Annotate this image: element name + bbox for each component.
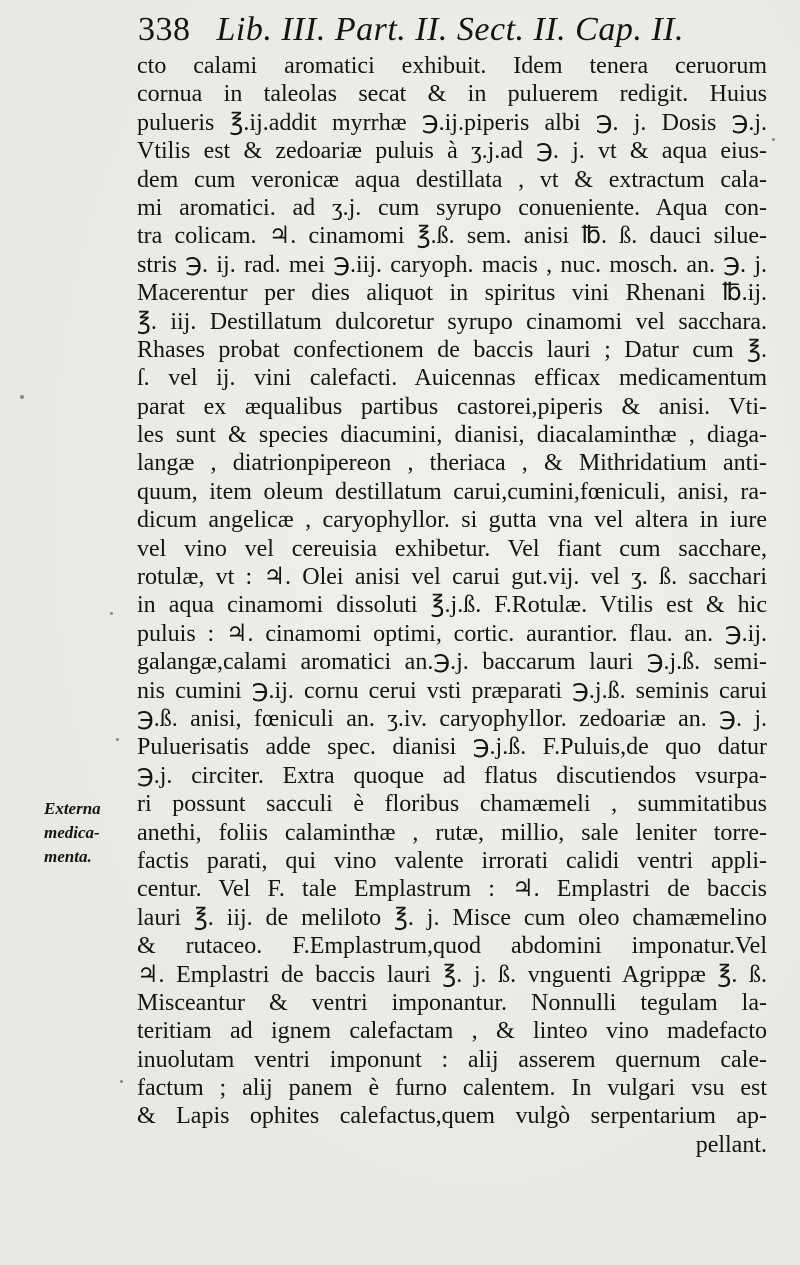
- text-line: factis parati, qui vino valente irrorati calidi ventri appli-: [137, 847, 767, 874]
- text-line: rotulæ, vt : ♃. Olei anisi vel carui gut.vij. vel ʒ. ß. sacchari: [137, 564, 767, 591]
- text-line: pulueris ℥.ij.addit myrrhæ ℈.ij.piperis albi ℈. j. Dosis ℈.j.: [137, 109, 767, 136]
- text-line: inuolutam ventri imponunt : alij asserem quernum cale-: [137, 1046, 767, 1073]
- text-line: lauri ℥. iij. de meliloto ℥. j. Misce cum oleo chamæmelino: [137, 904, 767, 931]
- text-line: ℥. iij. Destillatum dulcoretur syrupo cinamomi vel sacchara.: [137, 308, 767, 335]
- text-line: Macerentur per dies aliquot in spiritus vini Rhenani ℔.ij.: [137, 280, 767, 307]
- paper-speck: [20, 395, 24, 399]
- text-line: & rutaceo. F.Emplastrum,quod abdomini imponatur.Vel: [137, 933, 767, 960]
- text-line: teritiam ad ignem calefactam , & linteo vino madefacto: [137, 1018, 767, 1045]
- text-line: & Lapis ophites calefactus,quem vulgò serpentarium ap-: [137, 1103, 767, 1130]
- text-line: in aqua cinamomi dissoluti ℥.j.ß. F.Rotulæ. Vtilis est & hic: [137, 592, 767, 619]
- paper-speck: [772, 138, 775, 141]
- text-line: vel vino vel cereuisia exhibetur. Vel fiant cum sacchare,: [137, 535, 767, 562]
- text-line: ℈.ß. anisi, fœniculi an. ʒ.iv. caryophyllor. zedoariæ an. ℈. j.: [137, 705, 767, 732]
- text-line: Puluerisatis adde spec. dianisi ℈.j.ß. F.Puluis,de quo datur: [137, 734, 767, 761]
- text-line: nis cumini ℈.ij. cornu cerui vsti præparati ℈.j.ß. seminis carui: [137, 677, 767, 704]
- text-line: cto calami aromatici exhibuit. Idem tenera ceruorum: [137, 53, 767, 79]
- paper-speck: [120, 1080, 123, 1083]
- text-line: centur. Vel F. tale Emplastrum : ♃. Emplastri de baccis: [137, 876, 767, 903]
- text-line-last: pellant.: [695, 1131, 767, 1158]
- text-line: stris ℈. ij. rad. mei ℈.iij. caryoph. macis , nuc. mosch. an. ℈. j.: [137, 251, 767, 278]
- text-line: quum, item oleum destillatum carui,cumini,fœniculi, anisi, ra-: [137, 478, 767, 505]
- text-line: galangæ,calami aromatici an.℈.j. baccarum lauri ℈.j.ß. semi-: [137, 649, 767, 676]
- text-line: tra colicam. ♃. cinamomi ℥.ß. sem. anisi ℔. ß. dauci silue-: [137, 223, 767, 250]
- text-line: Vtilis est & zedoariæ puluis à ʒ.j.ad ℈. j. vt & aqua eius-: [137, 138, 767, 165]
- text-line: parat ex æqualibus partibus castorei,piperis & anisi. Vti-: [137, 393, 767, 420]
- marginal-note-line: menta.: [44, 847, 92, 866]
- marginal-note-line: medica-: [44, 823, 100, 842]
- body-text: [137, 52, 767, 1159]
- page-number: 338: [138, 11, 191, 48]
- text-line: Rhases probat confectionem de baccis lauri ; Datur cum ℥.: [137, 336, 767, 363]
- paper-speck: [110, 612, 113, 615]
- text-line: factum ; alij panem è furno calentem. In vulgari vsu est: [137, 1075, 767, 1102]
- text-line: dem cum veronicæ aqua destillata , vt & extractum cala-: [137, 166, 767, 193]
- text-line: langæ , diatrionpipereon , theriaca , & Mithridatium anti-: [137, 450, 767, 477]
- text-line: ℈.j. circiter. Extra quoque ad flatus discutiendos vsurpa-: [137, 762, 767, 789]
- text-line: ♃. Emplastri de baccis lauri ℥. j. ß. vnguenti Agrippæ ℥. ß.: [137, 961, 767, 988]
- marginal-note-line: Externa: [44, 799, 101, 818]
- text-line: Misceantur & ventri imponantur. Nonnulli tegulam la-: [137, 989, 767, 1016]
- text-line: ri possunt sacculi è floribus chamæmeli , summitatibus: [137, 791, 767, 818]
- text-line: cornua in taleolas secat & in puluerem redigit. Huius: [137, 81, 767, 108]
- text-line: dicum angelicæ , caryophyllor. si gutta vna vel altera in iure: [137, 507, 767, 534]
- running-title: Lib. III. Part. II. Sect. II. Cap. II.: [216, 11, 685, 48]
- text-line: anethi, foliis calaminthæ , rutæ, millio, sale leniter torre-: [137, 819, 767, 846]
- text-line: ſ. vel ij. vini calefacti. Auicennas efficax medicamentum: [137, 365, 767, 392]
- text-line: mi aromatici. ad ʒ.j. cum syrupo conueniente. Aqua con-: [137, 194, 767, 221]
- text-line: puluis : ♃. cinamomi optimi, cortic. aurantior. flau. an. ℈.ij.: [137, 620, 767, 647]
- marginal-note: [44, 797, 132, 869]
- paper-speck: [116, 738, 119, 741]
- running-head: [138, 8, 758, 52]
- text-line: les sunt & species diacumini, dianisi, diacalaminthæ , diaga-: [137, 422, 767, 449]
